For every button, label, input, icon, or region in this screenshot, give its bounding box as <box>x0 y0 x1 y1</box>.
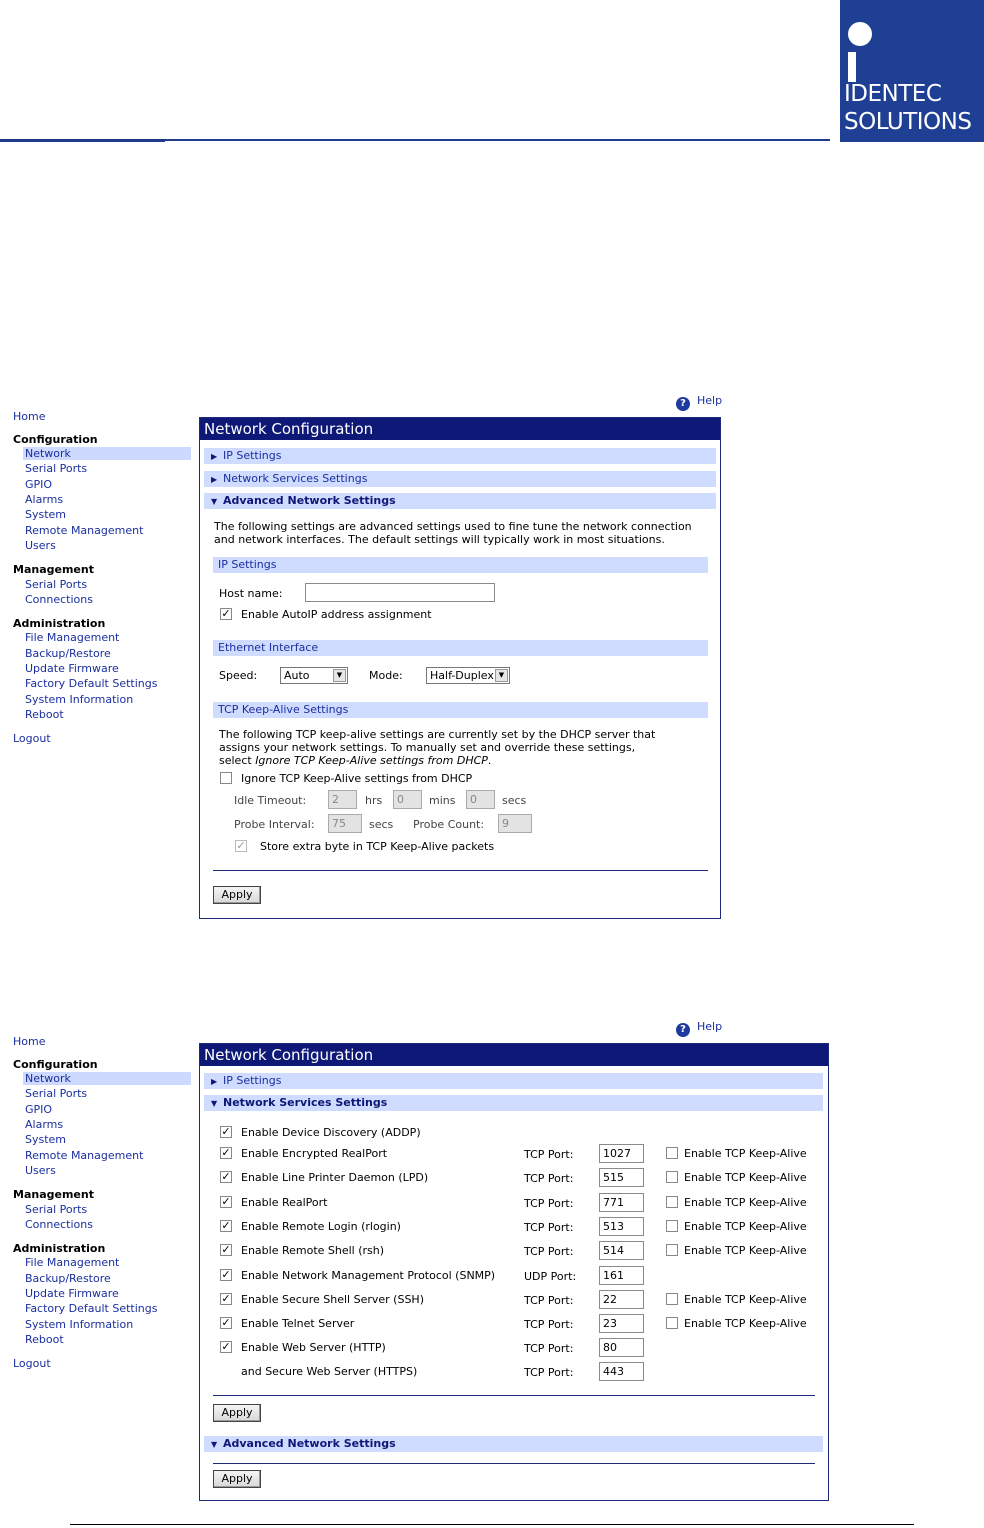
service-label: Enable Remote Login (rlogin) <box>241 1220 401 1233</box>
advanced-intro-2: and network interfaces. The default settings will typically work in most situations. <box>214 533 665 546</box>
service-enable-checkbox[interactable]: ✓ <box>221 1340 231 1353</box>
service-label: Enable Network Management Protocol (SNMP) <box>241 1269 496 1282</box>
nav-system[interactable]: System <box>25 1133 67 1146</box>
service-enable-checkbox[interactable]: ✓ <box>221 1292 231 1305</box>
help-icon: ? <box>676 1023 690 1037</box>
nav-remote-management[interactable]: Remote Management <box>25 524 144 537</box>
service-port-input[interactable]: 22 <box>599 1290 644 1309</box>
secs-unit: secs <box>502 794 527 807</box>
chevron-down-icon: ▼ <box>495 669 508 682</box>
hrs-unit: hrs <box>365 794 383 807</box>
nav-system[interactable]: System <box>25 508 67 521</box>
keepalive-label: Enable TCP Keep-Alive <box>684 1196 807 1209</box>
nav-connections[interactable]: Connections <box>25 593 93 606</box>
logo-text-line1: IDENTEC <box>844 81 942 107</box>
service-enable-checkbox[interactable]: ✓ <box>221 1268 231 1281</box>
section-label: Advanced Network Settings <box>223 1437 396 1450</box>
service-port-input[interactable]: 771 <box>599 1193 644 1212</box>
screenshot-advanced-settings <box>0 390 984 930</box>
subsection-tcp-keepalive: TCP Keep-Alive Settings <box>213 702 708 718</box>
keepalive-text-1: The following TCP keep-alive settings are currently set by the DHCP server that <box>219 728 656 741</box>
nav-network[interactable]: Network <box>23 1072 191 1085</box>
ignore-keepalive-label: Ignore TCP Keep-Alive settings from DHCP <box>241 772 473 785</box>
section-network-services[interactable] <box>204 471 716 487</box>
section-label: Network Services Settings <box>223 472 368 485</box>
chevron-down-icon: ▼ <box>333 669 346 682</box>
section-label: IP Settings <box>223 449 282 462</box>
nav-group-administration: Administration <box>13 1242 106 1255</box>
section-label: Advanced Network Settings <box>223 494 396 507</box>
probe-interval-unit: secs <box>369 818 394 831</box>
service-port-input[interactable]: 515 <box>599 1168 644 1187</box>
nav-update-firmware[interactable]: Update Firmware <box>25 662 119 675</box>
autoip-checkbox[interactable]: ✓ <box>221 607 231 620</box>
collapse-arrow-icon: ▼ <box>211 497 218 506</box>
service-enable-checkbox[interactable]: ✓ <box>221 1195 231 1208</box>
service-label: Enable RealPort <box>241 1196 328 1209</box>
nav-users[interactable]: Users <box>25 539 56 552</box>
probe-count-label: Probe Count: <box>413 818 485 831</box>
keepalive-checkbox[interactable] <box>666 1147 678 1159</box>
keepalive-checkbox[interactable] <box>666 1244 678 1256</box>
keepalive-checkbox[interactable] <box>666 1293 678 1305</box>
nav-factory-defaults[interactable]: Factory Default Settings <box>25 1302 158 1315</box>
network-config-panel <box>199 1043 829 1501</box>
section-label: IP Settings <box>223 1074 282 1087</box>
ignore-keepalive-checkbox[interactable] <box>220 772 232 784</box>
nav-network[interactable]: Network <box>23 447 191 460</box>
nav-group-management: Management <box>13 1188 94 1201</box>
nav-users[interactable]: Users <box>25 1164 56 1177</box>
idle-timeout-label: Idle Timeout: <box>234 794 307 807</box>
nav-alarms[interactable]: Alarms <box>25 493 64 506</box>
help-link[interactable] <box>676 1020 722 1037</box>
section-advanced[interactable] <box>204 493 716 509</box>
extra-byte-label: Store extra byte in TCP Keep-Alive packets <box>260 840 495 853</box>
nav-serial-ports[interactable]: Serial Ports <box>25 1087 88 1100</box>
service-port-label: TCP Port: <box>524 1148 574 1161</box>
service-enable-checkbox[interactable]: ✓ <box>221 1125 231 1138</box>
probe-interval-label: Probe Interval: <box>234 818 315 831</box>
service-label: Enable Encrypted RealPort <box>241 1147 388 1160</box>
probe-count-input[interactable]: 9 <box>498 814 532 833</box>
service-label: and Secure Web Server (HTTPS) <box>241 1365 418 1378</box>
service-label: Enable Device Discovery (ADDP) <box>241 1126 421 1139</box>
section-ip-settings[interactable] <box>204 1073 823 1089</box>
panel-title: Network Configuration <box>200 1044 828 1066</box>
service-port-label: TCP Port: <box>524 1366 574 1379</box>
service-label: Enable Secure Shell Server (SSH) <box>241 1293 424 1306</box>
service-label: Enable Line Printer Daemon (LPD) <box>241 1171 429 1184</box>
extra-byte-checkbox[interactable]: ✓ <box>236 839 246 852</box>
nav-group-configuration: Configuration <box>13 1058 98 1071</box>
keepalive-label: Enable TCP Keep-Alive <box>684 1147 807 1160</box>
service-port-input[interactable]: 443 <box>599 1362 644 1381</box>
nav-file-management[interactable]: File Management <box>25 631 120 644</box>
help-label: Help <box>697 394 723 407</box>
keepalive-label: Enable TCP Keep-Alive <box>684 1293 807 1306</box>
identec-logo <box>840 0 984 142</box>
nav-alarms[interactable]: Alarms <box>25 1118 64 1131</box>
nav-file-management[interactable]: File Management <box>25 1256 120 1269</box>
nav-home[interactable]: Home <box>13 1035 46 1048</box>
idle-secs-input[interactable]: 0 <box>466 790 495 809</box>
speed-value: Auto <box>284 669 310 682</box>
divider <box>213 1395 815 1396</box>
service-label: Enable Remote Shell (rsh) <box>241 1244 385 1257</box>
section-advanced[interactable] <box>204 1436 823 1452</box>
service-port-input[interactable]: 161 <box>599 1266 644 1285</box>
nav-group-configuration: Configuration <box>13 433 98 446</box>
speed-label: Speed: <box>219 669 258 682</box>
logo-bar-icon <box>848 52 856 82</box>
section-ip-settings[interactable] <box>204 448 716 464</box>
keepalive-label: Enable TCP Keep-Alive <box>684 1244 807 1257</box>
service-port-label: TCP Port: <box>524 1221 574 1234</box>
service-port-label: TCP Port: <box>524 1294 574 1307</box>
service-enable-checkbox[interactable]: ✓ <box>221 1170 231 1183</box>
mins-unit: mins <box>429 794 456 807</box>
service-label: Enable Web Server (HTTP) <box>241 1341 386 1354</box>
apply-button[interactable]: Apply <box>213 1470 261 1488</box>
keepalive-text-2: assigns your network settings. To manually set and override these settings, <box>219 741 636 754</box>
nav-connections[interactable]: Connections <box>25 1218 93 1231</box>
header-rule-accent <box>0 139 165 142</box>
nav-update-firmware[interactable]: Update Firmware <box>25 1287 119 1300</box>
service-port-input[interactable]: 514 <box>599 1241 644 1260</box>
collapse-arrow-icon: ▼ <box>211 1440 218 1449</box>
subsection-ethernet: Ethernet Interface <box>213 640 708 656</box>
idle-mins-input[interactable]: 0 <box>393 790 422 809</box>
speed-select[interactable] <box>280 667 348 684</box>
keepalive-label: Enable TCP Keep-Alive <box>684 1220 807 1233</box>
keepalive-text-3-prefix: select <box>219 754 256 767</box>
service-enable-checkbox[interactable]: ✓ <box>221 1243 231 1256</box>
service-port-label: TCP Port: <box>524 1245 574 1258</box>
expand-arrow-icon: ▶ <box>211 1077 218 1086</box>
expand-arrow-icon: ▶ <box>211 475 218 484</box>
service-enable-checkbox[interactable]: ✓ <box>221 1316 231 1329</box>
keepalive-label: Enable TCP Keep-Alive <box>684 1171 807 1184</box>
keepalive-text-3-italic: Ignore TCP Keep-Alive settings from DHCP <box>255 754 488 767</box>
section-network-services[interactable] <box>204 1095 823 1111</box>
nav-system-information[interactable]: System Information <box>25 693 134 706</box>
nav-group-management: Management <box>13 563 94 576</box>
nav-backup-restore[interactable]: Backup/Restore <box>25 1272 111 1285</box>
apply-button[interactable]: Apply <box>213 886 261 904</box>
help-icon: ? <box>676 397 690 411</box>
panel-title: Network Configuration <box>200 418 720 440</box>
service-port-label: TCP Port: <box>524 1318 574 1331</box>
footer-rule <box>70 1524 914 1525</box>
service-port-input[interactable]: 513 <box>599 1217 644 1236</box>
service-port-input[interactable]: 23 <box>599 1314 644 1333</box>
idle-hrs-input[interactable]: 2 <box>328 790 357 809</box>
host-name-label: Host name: <box>219 587 283 600</box>
expand-arrow-icon: ▶ <box>211 452 218 461</box>
section-label: Network Services Settings <box>223 1096 388 1109</box>
probe-interval-input[interactable]: 75 <box>328 814 362 833</box>
service-port-label: UDP Port: <box>524 1270 577 1283</box>
nav-logout[interactable]: Logout <box>13 732 51 745</box>
keepalive-checkbox[interactable] <box>666 1171 678 1183</box>
network-config-panel <box>199 417 721 919</box>
help-label: Help <box>697 1020 723 1033</box>
nav-backup-restore[interactable]: Backup/Restore <box>25 647 111 660</box>
mode-value: Half-Duplex <box>430 669 494 682</box>
advanced-intro-1: The following settings are advanced settings used to fine tune the network connection <box>214 520 692 533</box>
logo-dot-icon <box>848 22 872 46</box>
collapse-arrow-icon: ▼ <box>211 1099 218 1108</box>
nav-group-administration: Administration <box>13 617 106 630</box>
service-port-label: TCP Port: <box>524 1197 574 1210</box>
apply-button[interactable]: Apply <box>213 1404 261 1422</box>
autoip-label: Enable AutoIP address assignment <box>241 608 432 621</box>
nav-gpio[interactable]: GPIO <box>25 478 53 491</box>
nav-gpio[interactable]: GPIO <box>25 1103 53 1116</box>
logo-text-line2: SOLUTIONS <box>844 109 972 135</box>
help-link[interactable] <box>676 394 722 411</box>
nav-factory-defaults[interactable]: Factory Default Settings <box>25 677 158 690</box>
subsection-ip-settings: IP Settings <box>213 557 708 573</box>
keepalive-checkbox[interactable] <box>666 1220 678 1232</box>
nav-home[interactable]: Home <box>13 410 46 423</box>
nav-system-information[interactable]: System Information <box>25 1318 134 1331</box>
nav-mgmt-serial-ports[interactable]: Serial Ports <box>25 1203 88 1216</box>
nav-mgmt-serial-ports[interactable]: Serial Ports <box>25 578 88 591</box>
service-port-input[interactable]: 1027 <box>599 1144 644 1163</box>
service-enable-checkbox[interactable]: ✓ <box>221 1219 231 1232</box>
keepalive-label: Enable TCP Keep-Alive <box>684 1317 807 1330</box>
service-port-label: TCP Port: <box>524 1342 574 1355</box>
service-enable-checkbox[interactable]: ✓ <box>221 1146 231 1159</box>
nav-remote-management[interactable]: Remote Management <box>25 1149 144 1162</box>
service-port-input[interactable]: 80 <box>599 1338 644 1357</box>
keepalive-text-3 <box>219 754 491 767</box>
nav-reboot[interactable]: Reboot <box>25 1333 64 1346</box>
mode-label: Mode: <box>369 669 403 682</box>
keepalive-checkbox[interactable] <box>666 1317 678 1329</box>
mode-select[interactable] <box>426 667 510 684</box>
service-port-label: TCP Port: <box>524 1172 574 1185</box>
divider <box>213 1463 815 1464</box>
divider <box>213 870 708 871</box>
nav-logout[interactable]: Logout <box>13 1357 51 1370</box>
nav-reboot[interactable]: Reboot <box>25 708 64 721</box>
service-label: Enable Telnet Server <box>241 1317 355 1330</box>
keepalive-text-3-suffix: . <box>487 754 492 767</box>
host-name-input[interactable] <box>305 583 495 602</box>
nav-serial-ports[interactable]: Serial Ports <box>25 462 88 475</box>
screenshot-network-services <box>0 1015 984 1515</box>
keepalive-checkbox[interactable] <box>666 1196 678 1208</box>
